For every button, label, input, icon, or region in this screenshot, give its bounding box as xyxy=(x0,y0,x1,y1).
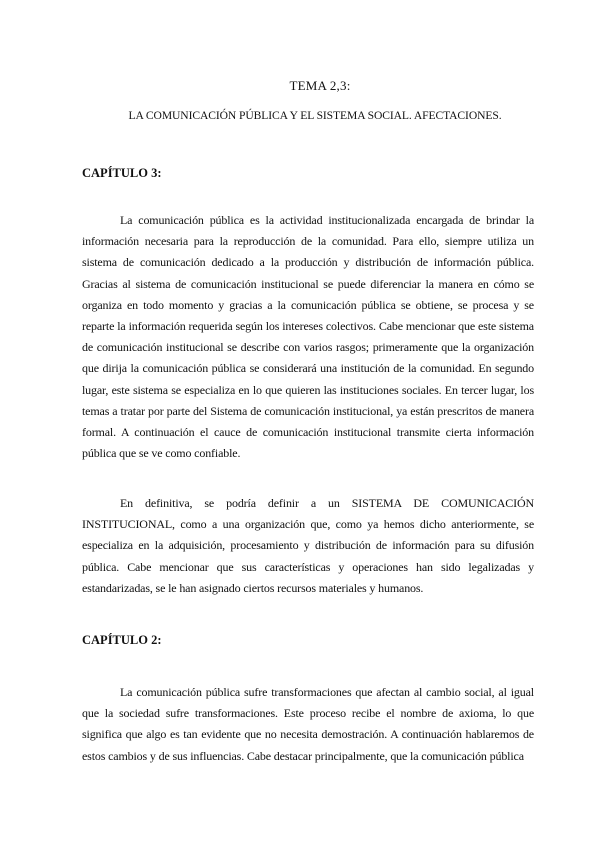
topic-subtitle: LA COMUNICACIÓN PÚBLICA Y EL SISTEMA SOCIAL. AFECTACIONES. xyxy=(128,109,502,122)
chapter-3-heading: CAPÍTULO 3: xyxy=(82,166,162,180)
paragraph: La comunicación pública sufre transformaciones que afectan al cambio social, al igual que la sociedad sufre transformaciones. Este proceso recibe el nombre de axioma, lo que significa que algo es tan evidente que no necesita demostración. A continuación hablaremos de estos cambios y de sus influencias. Cabe destacar principalmente, que la comunicación pública xyxy=(82,685,534,763)
paragraph: La comunicación pública es la actividad institucionalizada encargada de brindar la información necesaria para la reproducción de la comunidad. Para ello, siempre utiliza un sistema de comunicación dedicado a la producción y distribución de información pública. Gracias al sistema de comunicación institucional se puede diferenciar la manera en cómo se organiza en todo momento y gracias a la comunicación pública se obtiene, se procesa y se reparte la información requerida según los intereses colectivos. Cabe mencionar que este sistema de comunicación institucional se describe con varios rasgos; primeramente que la organización que dirija la comunicación pública se considerará una institución de la comunidad. En segundo lugar, este sistema se especializa en lo que quieren las instituciones sociales. En tercer lugar, los temas a tratar por parte del Sistema de comunicación institucional, ya están prescritos de manera formal. A continuación el cauce de comunicación institucional transmite cierta información pública que se ve como confiable. xyxy=(82,213,534,461)
topic-title: TEMA 2,3: xyxy=(289,78,351,93)
chapter-2-heading: CAPÍTULO 2: xyxy=(82,633,162,647)
paragraph: En definitiva, se podría definir a un SISTEMA DE COMUNICACIÓN INSTITUCIONAL, como a una organización que, como ya hemos dicho anteriormente, se especializa en la adquisición, procesamiento y distribución de información para su difusión pública. Cabe mencionar que sus características y operaciones han sido legalizadas y estandarizadas, se le han asignado ciertos recursos materiales y humanos. xyxy=(82,496,534,595)
